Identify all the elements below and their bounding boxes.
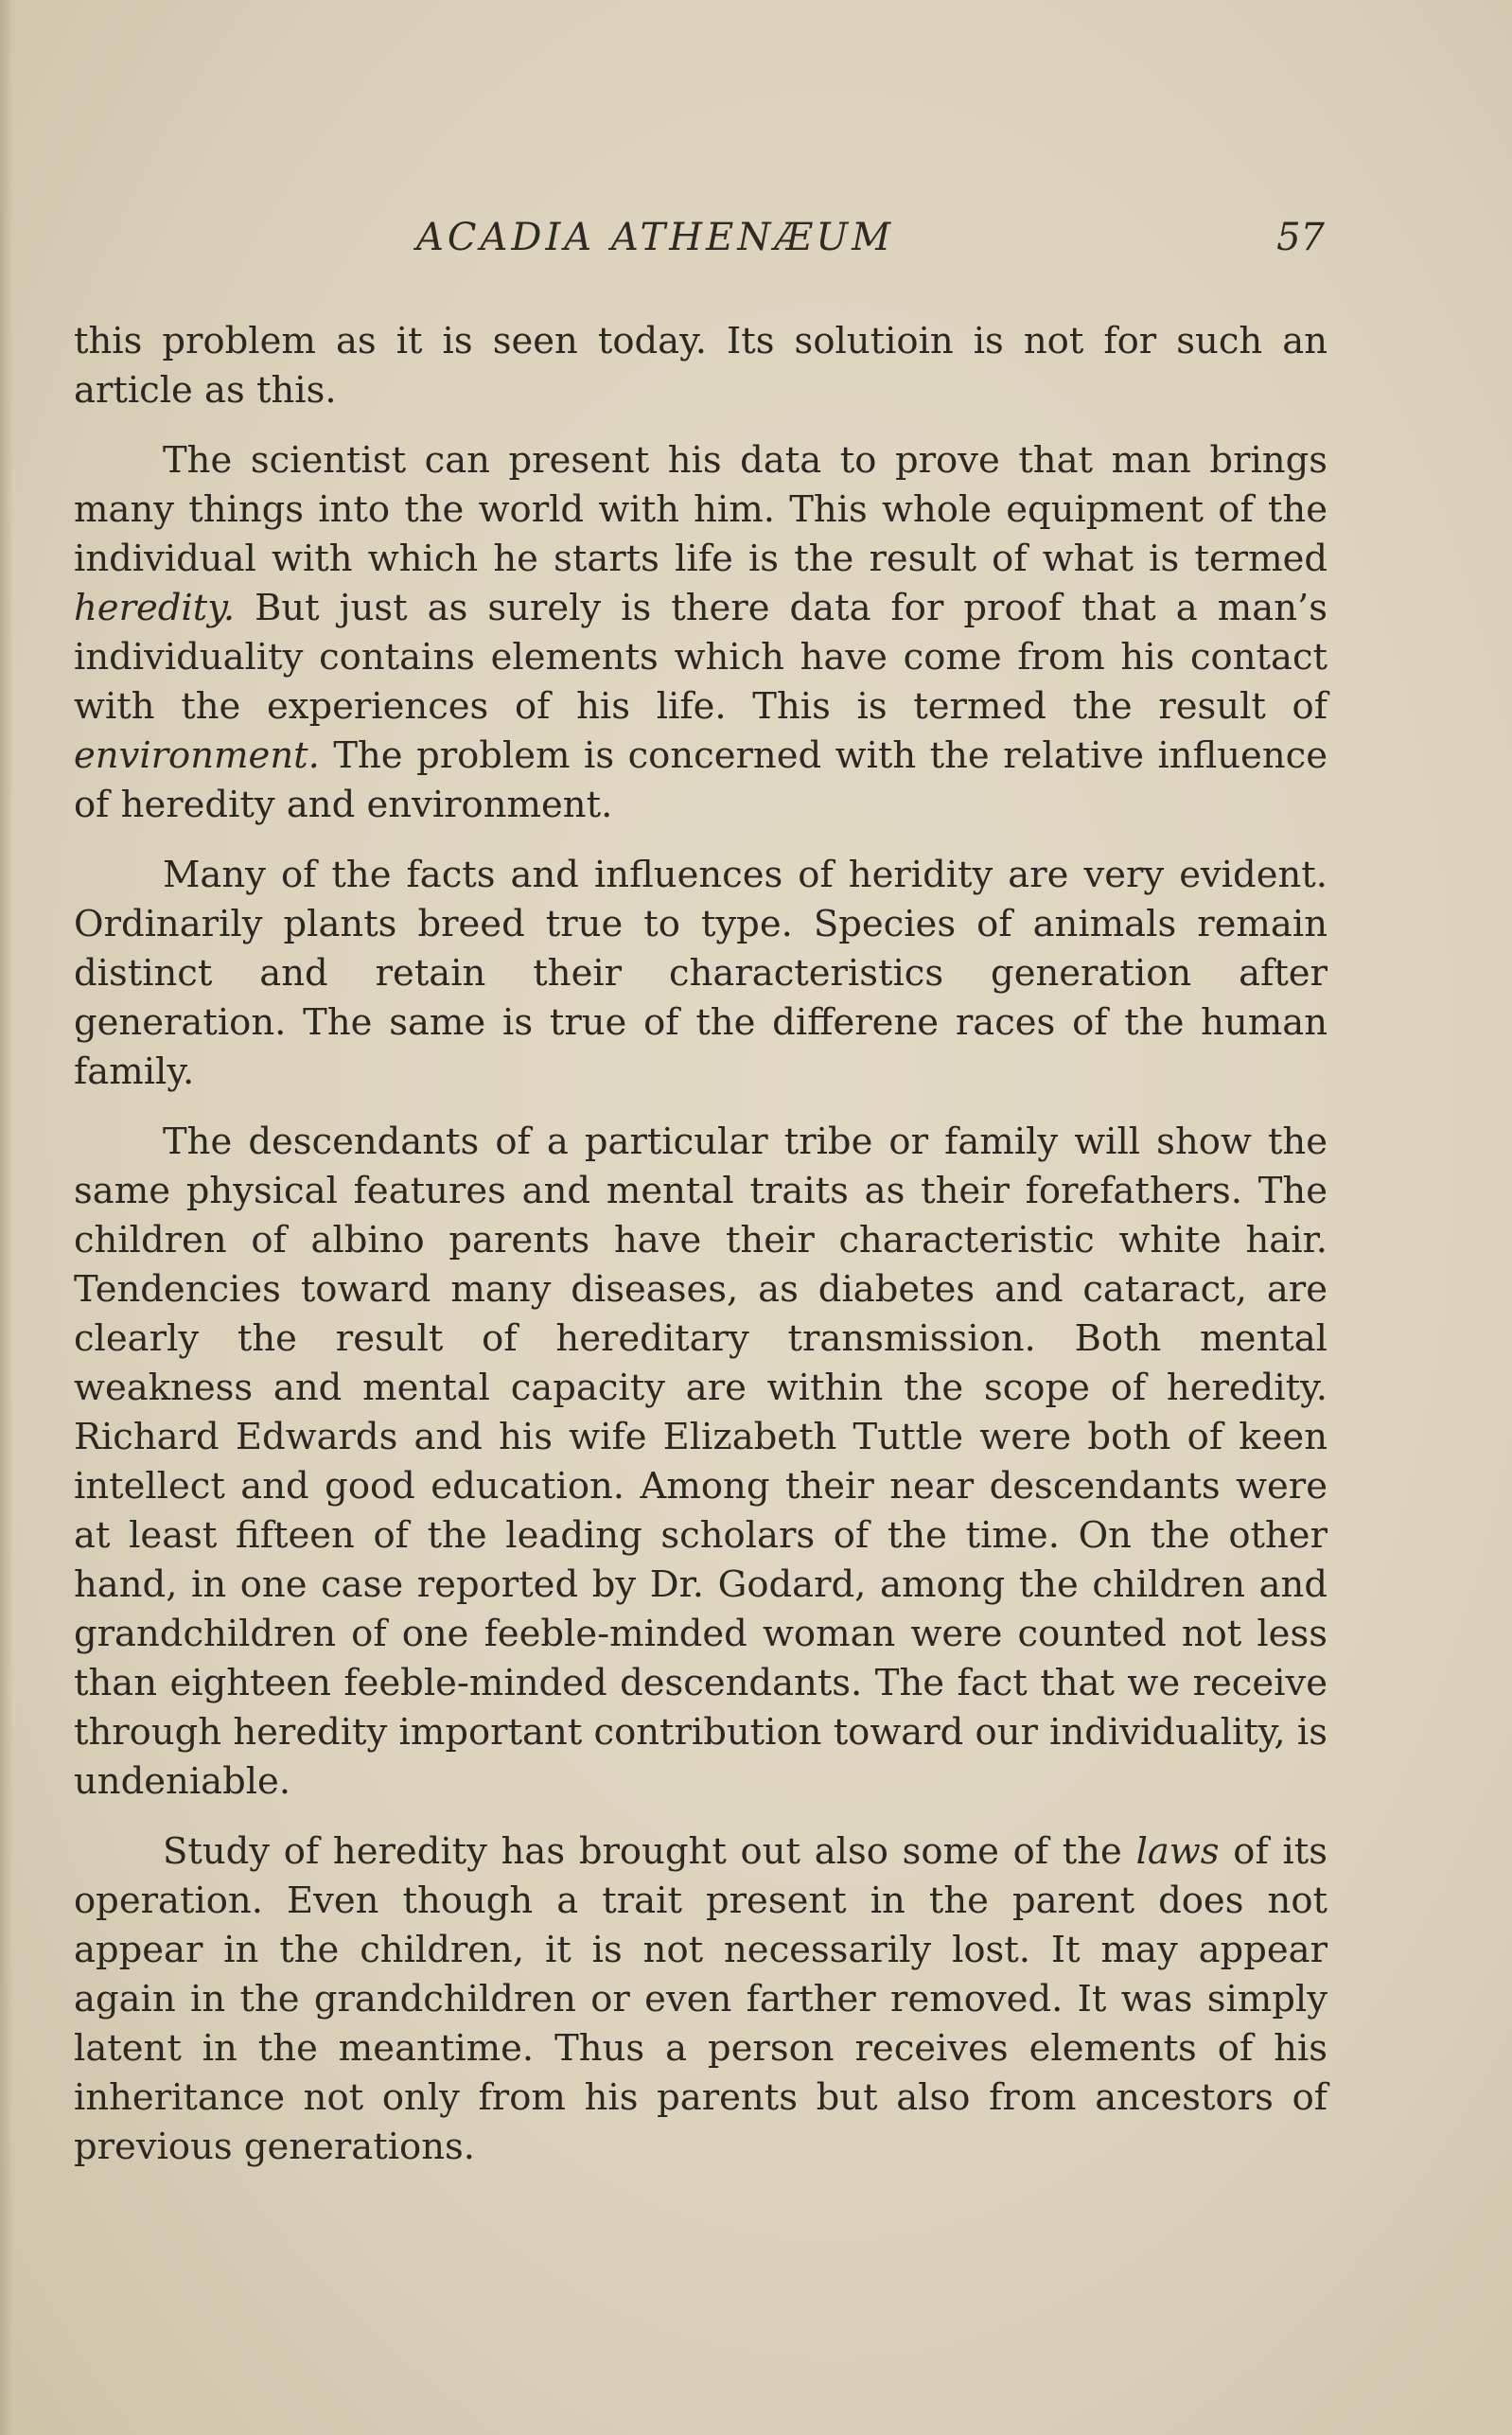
journal-title: ACADIA ATHENÆUM [416, 216, 895, 259]
term-laws: laws [1135, 1830, 1220, 1873]
paragraph-2-text-a: The scientist can present his data to prove that man brings many things into the world with him. This whole equipment of the individual with which he starts life is the result of what is termed [74, 439, 1327, 580]
page-edge-shadow [0, 0, 13, 2435]
paragraph-5-text-b: of its operation. Even though a trait present in the parent does not appear in the children, it is not necessarily lost. It may appear again in the grandchildren or even farther removed. It was simply latent in the meantime. Thus a person receives elements of his inheritance not only from his parents but also from ancestors of previous generations. [74, 1830, 1327, 2168]
page-number: 57 [1276, 216, 1325, 259]
paragraph-4-text: The descendants of a particular tribe or family will show the same physical features and mental traits as their forefathers. The children of albino parents have their characteristic white hair. Tendencies toward many diseases, as diabetes and cataract, are clearly the result of hereditary transmission. Both mental weakness and mental capacity are within the scope of heredity. Richard Edwards and his wife Elizabeth Tuttle were both of keen intellect and good education. Among their near descendants were at least fifteen of the leading scholars of the time. On the other hand, in one case reported by Dr. Godard, among the children and grandchildren of one feeble-minded woman were counted not less than eighteen feeble-minded descendants. The fact that we receive through heredity important contribution toward our individuality, is undeniable. [74, 1120, 1327, 1803]
paragraph-1 [74, 317, 1327, 415]
term-heredity: heredity. [74, 587, 236, 629]
running-header [416, 216, 1325, 282]
paragraph-3-text: Many of the facts and influences of heridity are very evident. Ordinarily plants breed true to type. Species of animals remain distinct and retain their characteristics generation after generation. The same is true of the differene races of the human family. [74, 854, 1327, 1093]
paragraph-5-text-a: Study of heredity has brought out also some of the [163, 1830, 1136, 1873]
paragraph-4 [74, 1118, 1327, 1807]
paragraph-3 [74, 851, 1327, 1097]
paragraph-2-text-b: But just as surely is there data for proof that a man’s individuality contains elements which have come from his contact with the experiences of his life. This is termed the result of [74, 587, 1327, 728]
term-environment: environment. [74, 734, 320, 777]
paragraph-5 [74, 1827, 1327, 2172]
paragraph-2 [74, 436, 1327, 830]
article-body [74, 317, 1327, 2193]
paragraph-2-text-c: The problem is concerned with the relative influence of heredity and environment. [74, 734, 1327, 826]
paragraph-1-text: this problem as it is seen today. Its solutioin is not for such an article as this. [74, 320, 1327, 412]
